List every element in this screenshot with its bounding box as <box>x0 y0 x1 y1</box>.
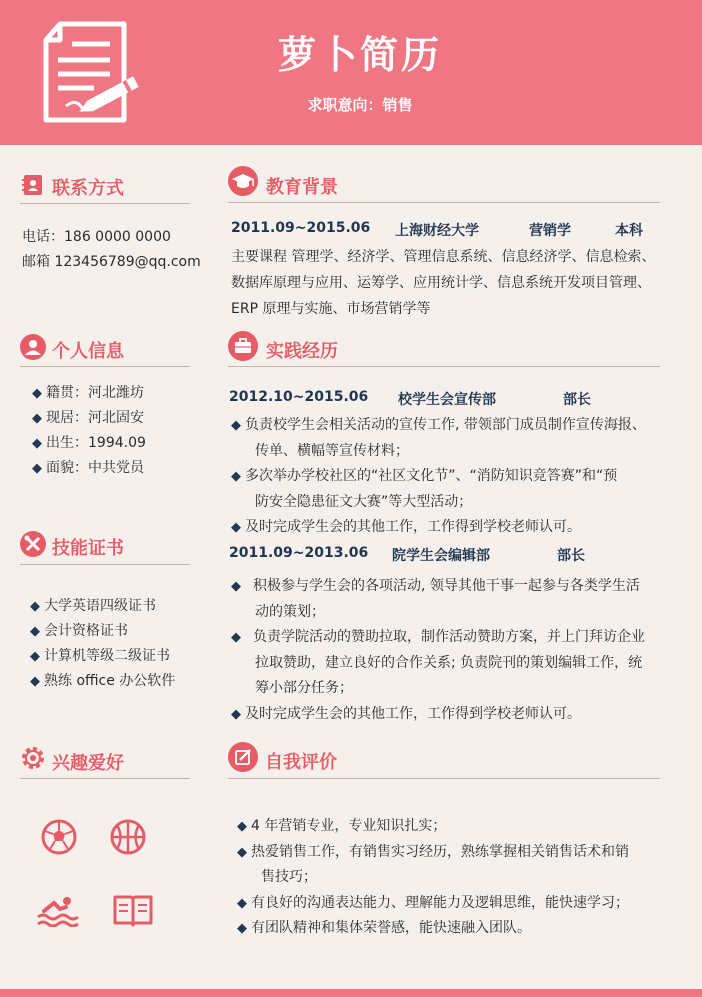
list-item: ◆ 4 年营销专业，专业知识扎实； <box>237 818 447 834</box>
self-evaluation-section-title: 自我评价 <box>265 752 337 773</box>
contact-book-icon <box>20 172 46 198</box>
course-line: ERP 原理与实施、市场营销学等 <box>231 301 431 317</box>
section-divider <box>20 366 190 367</box>
job-period: 2011.09~2013.06 <box>229 545 369 561</box>
job-period: 2012.10~2015.06 <box>229 389 369 405</box>
job-objective: 求职意向：销售 <box>307 96 413 114</box>
section-divider <box>20 778 190 779</box>
list-item: ◆ 热爱销售工作，有销售实习经历，熟练掌握相关销售话术和销 <box>237 843 629 860</box>
education-courses <box>231 244 655 322</box>
list-item-continued: 动的策划； <box>255 603 325 620</box>
list-item-continued: 拉取赞助，建立良好的合作关系; 负责院刊的策划编辑工作，统 <box>255 654 643 671</box>
section-divider <box>20 203 190 204</box>
education-degree: 本科 <box>615 223 643 239</box>
section-divider <box>20 564 190 565</box>
job-org: 校学生会宣传部 <box>398 392 496 408</box>
book-icon <box>113 894 153 928</box>
tools-icon <box>20 531 46 557</box>
skills-section-title: 技能证书 <box>52 538 124 559</box>
education-period: 2011.09~2015.06 <box>231 220 371 236</box>
course-line: 数据库原理与应用、运筹学、应用统计学、信息系统开发项目管理、 <box>231 275 651 291</box>
list-item: ◆ 熟练 office 办公软件 <box>30 673 176 689</box>
list-item-continued: 售技巧； <box>261 869 317 885</box>
list-item-continued: 传单、横幅等宣传材料； <box>255 442 409 459</box>
briefcase-icon <box>228 331 258 361</box>
education-section-title: 教育背景 <box>266 177 338 198</box>
contact-section-title: 联系方式 <box>52 178 124 199</box>
pencil-edit-icon <box>228 742 258 772</box>
job-role: 部长 <box>557 548 585 564</box>
contact-phone: 电话：186 0000 0000 <box>22 229 171 245</box>
person-icon <box>20 334 46 360</box>
list-item-continued: 筹小部分任务； <box>255 680 353 696</box>
job-bullets <box>231 413 646 541</box>
list-item-continued: 防安全隐患征文大赛”等大型活动； <box>255 493 473 510</box>
practice-section-title: 实践经历 <box>266 341 338 362</box>
job-role: 部长 <box>563 392 591 408</box>
personal-list <box>32 382 146 482</box>
list-item: ◆ 有良好的沟通表达能力、理解能力及逻辑思维，能快速学习； <box>237 894 629 911</box>
swimming-icon <box>36 893 80 927</box>
section-divider <box>228 202 660 203</box>
list-item: ◆ 及时完成学生会的其他工作，工作得到学校老师认可。 <box>231 705 581 722</box>
list-item: ◆ 大学英语四级证书 <box>30 598 156 614</box>
resume-title: 萝卜简历 <box>277 33 442 77</box>
list-item: ◆ 籍贯：河北潍坊 <box>32 385 144 401</box>
hobbies-section-title: 兴趣爱好 <box>52 753 124 774</box>
skills-list <box>30 595 175 695</box>
list-item: ◆ 现居：河北固安 <box>32 410 144 426</box>
resume-footer-bar <box>0 989 702 997</box>
list-item: ◆ 会计资格证书 <box>30 623 128 639</box>
self-evaluation-list <box>237 814 629 942</box>
job-org: 院学生会编辑部 <box>392 548 490 564</box>
education-major: 营销学 <box>529 223 571 239</box>
course-line: 主要课程 管理学、经济学、管理信息系统、信息经济学、信息检索、 <box>231 249 656 265</box>
list-item: ◆ 面貌：中共党员 <box>32 460 144 476</box>
contact-email: 邮箱 123456789@qq.com <box>22 254 201 270</box>
list-item: ◆ 负责学院活动的赞助拉取，制作活动赞助方案，并上门拜访企业 <box>231 629 645 645</box>
list-item: ◆ 负责校学生会相关活动的宣传工作, 带领部门成员制作宣传海报、 <box>231 417 646 433</box>
education-school: 上海财经大学 <box>395 223 479 239</box>
job-bullets <box>231 574 645 727</box>
personal-section-title: 个人信息 <box>52 341 124 362</box>
gear-icon <box>20 745 46 771</box>
list-item: ◆ 出生：1994.09 <box>32 435 146 451</box>
basketball-icon <box>110 819 146 855</box>
list-item: ◆ 多次举办学校社区的“社区文化节”、“消防知识竞答赛”和“预 <box>231 468 618 484</box>
resume-document-icon <box>38 20 148 128</box>
list-item: ◆ 有团队精神和集体荣誉感，能快速融入团队。 <box>237 920 531 936</box>
list-item: ◆ 积极参与学生会的各项活动, 领导其他干事一起参与各类学生活 <box>231 578 640 594</box>
section-divider <box>228 366 660 367</box>
soccer-ball-icon <box>41 819 77 855</box>
graduation-cap-icon <box>228 166 258 196</box>
list-item: ◆ 及时完成学生会的其他工作，工作得到学校老师认可。 <box>231 519 581 535</box>
list-item: ◆ 计算机等级二级证书 <box>30 648 170 664</box>
section-divider <box>228 778 660 779</box>
